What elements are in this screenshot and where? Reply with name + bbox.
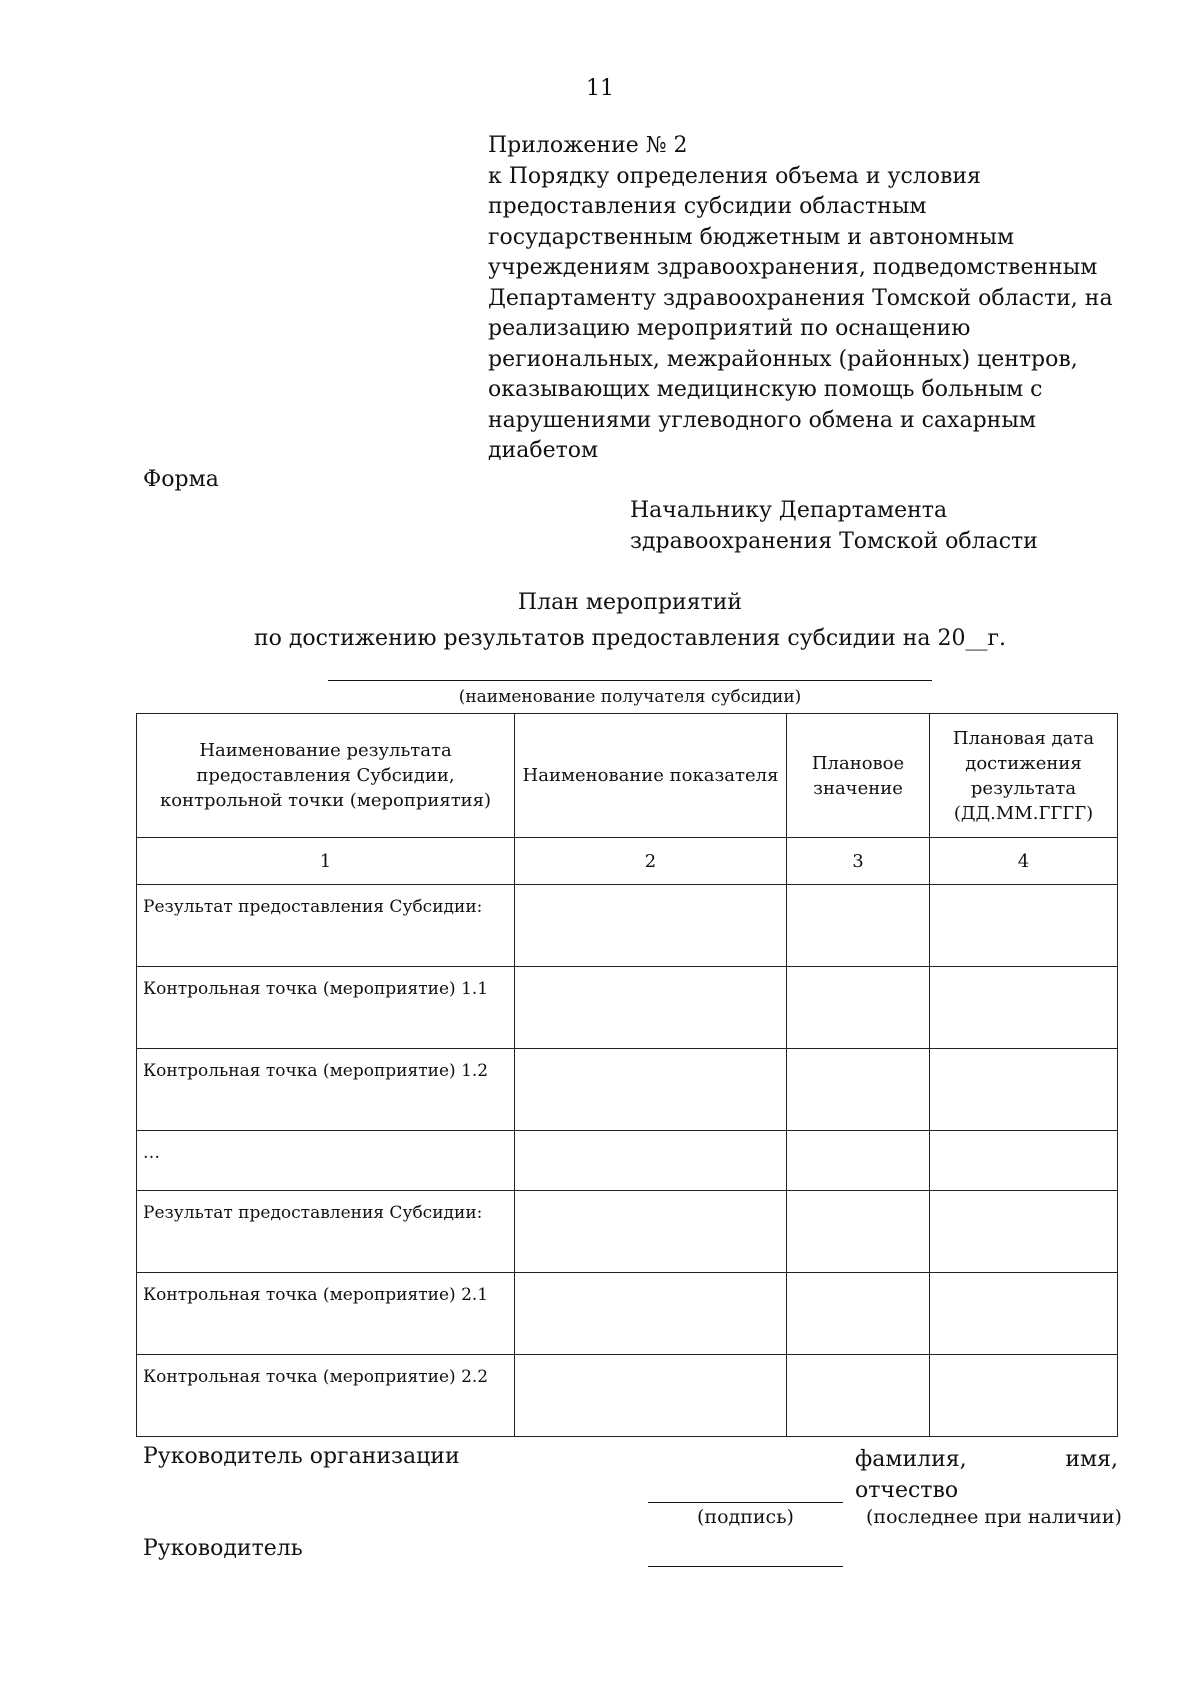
row-label: Результат предоставления Субсидии:	[137, 1191, 515, 1273]
empty-cell	[787, 1131, 930, 1191]
empty-cell	[787, 1355, 930, 1437]
signature-line	[648, 1502, 843, 1503]
empty-cell	[930, 885, 1118, 967]
appendix-line: региональных, межрайонных (районных) центров,	[488, 346, 1078, 372]
full-name-caption: (последнее при наличии)	[866, 1506, 1122, 1528]
empty-cell	[515, 1131, 787, 1191]
empty-cell	[930, 1131, 1118, 1191]
appendix-line: Приложение № 2	[488, 133, 688, 158]
table-row	[137, 1131, 1118, 1191]
plan-title-main: План мероприятий	[517, 590, 743, 615]
appendix-line: предоставления субсидии областным	[488, 194, 927, 219]
head-label: Руководитель	[143, 1536, 303, 1561]
appendix-header	[488, 131, 1113, 467]
fio-word: имя,	[1065, 1447, 1118, 1472]
empty-cell	[515, 1355, 787, 1437]
column-number: 3	[787, 838, 930, 885]
appendix-line: оказывающих медицинскую помощь больным с	[488, 377, 1043, 402]
empty-cell	[930, 1191, 1118, 1273]
appendix-line: государственным бюджетным и автономным	[488, 224, 1015, 250]
table-row	[137, 1049, 1118, 1131]
row-label: …	[137, 1131, 515, 1191]
row-label: Контрольная точка (мероприятие) 1.1	[137, 967, 515, 1049]
column-numbers-row	[137, 838, 1118, 885]
form-label: Форма	[143, 467, 219, 492]
row-label: Результат предоставления Субсидии:	[137, 885, 515, 967]
recipient-caption: (наименование получателя субсидии)	[458, 687, 802, 707]
empty-cell	[787, 1049, 930, 1131]
full-name-block	[855, 1444, 1118, 1506]
fio-word: отчество	[855, 1478, 959, 1503]
empty-cell	[787, 1191, 930, 1273]
addressee-line: здравоохранения Томской области	[630, 529, 1038, 554]
column-number: 2	[515, 838, 787, 885]
header-result-name: Наименование результата предоставления Субсидии, контрольной точки (мероприятия)	[137, 714, 515, 838]
column-number: 1	[137, 838, 515, 885]
table-row	[137, 1273, 1118, 1355]
plan-table	[136, 713, 1118, 1437]
row-label: Контрольная точка (мероприятие) 1.2	[137, 1049, 515, 1131]
plan-title-sub: по достижению результатов предоставления субсидии на 20__г.	[253, 626, 1007, 651]
table-row	[137, 885, 1118, 967]
empty-cell	[787, 967, 930, 1049]
row-label: Контрольная точка (мероприятие) 2.1	[137, 1273, 515, 1355]
row-label: Контрольная точка (мероприятие) 2.2	[137, 1355, 515, 1437]
page-number: 11	[586, 76, 614, 101]
fio-word: фамилия,	[855, 1447, 967, 1472]
head-of-organization-label: Руководитель организации	[143, 1444, 460, 1469]
table-row	[137, 967, 1118, 1049]
appendix-line: Департаменту здравоохранения Томской области, на	[488, 285, 1113, 311]
addressee-line: Начальнику Департамента	[630, 498, 948, 523]
empty-cell	[515, 1273, 787, 1355]
empty-cell	[787, 1273, 930, 1355]
table-row	[137, 1191, 1118, 1273]
appendix-line: реализацию мероприятий по оснащению	[488, 316, 971, 341]
appendix-line: нарушениями углеводного обмена и сахарным	[488, 407, 1036, 433]
plan-title	[0, 585, 1200, 657]
recipient-name-line	[328, 680, 932, 681]
empty-cell	[930, 1355, 1118, 1437]
column-number: 4	[930, 838, 1118, 885]
table-row	[137, 1355, 1118, 1437]
header-planned-date: Плановая дата достижения результата (ДД.ММ.ГГГГ)	[930, 714, 1118, 838]
empty-cell	[930, 967, 1118, 1049]
header-indicator-name: Наименование показателя	[515, 714, 787, 838]
appendix-line: учреждениям здравоохранения, подведомственным	[488, 255, 1098, 280]
empty-cell	[930, 1049, 1118, 1131]
appendix-line: диабетом	[488, 438, 599, 463]
appendix-line: к Порядку определения объема и условия	[488, 163, 981, 189]
addressee	[630, 495, 1038, 557]
empty-cell	[515, 1049, 787, 1131]
empty-cell	[787, 885, 930, 967]
empty-cell	[515, 885, 787, 967]
signature-line	[648, 1566, 843, 1567]
empty-cell	[515, 1191, 787, 1273]
header-planned-value: Плановое значение	[787, 714, 930, 838]
signature-caption: (подпись)	[697, 1506, 794, 1528]
table-header-row	[137, 714, 1118, 838]
empty-cell	[515, 967, 787, 1049]
empty-cell	[930, 1273, 1118, 1355]
